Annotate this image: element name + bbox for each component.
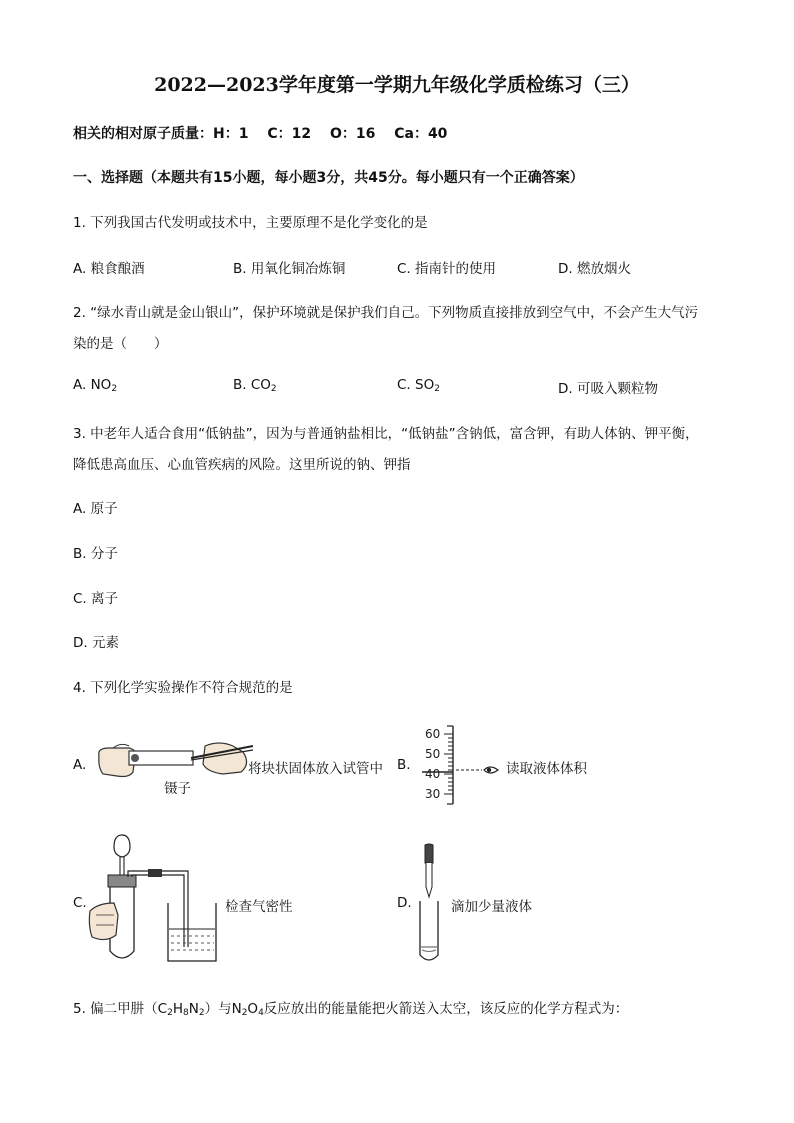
- scale-label-60: 60: [425, 727, 441, 741]
- question-2-stem-line2: 染的是（ ）: [73, 336, 168, 352]
- q1-option-a: A. 粮食酿酒: [73, 261, 145, 277]
- dropper-figure: [414, 843, 444, 965]
- q4-option-d-caption: 滴加少量液体: [451, 899, 532, 915]
- scale-label-40: 40: [425, 767, 441, 781]
- q4-option-b-letter: B.: [397, 757, 411, 773]
- q1-option-c: C. 指南针的使用: [397, 261, 497, 277]
- q3-option-d: D. 元素: [73, 635, 119, 651]
- q2-option-b: B. $CO_2$: [233, 377, 277, 394]
- q4-option-c-caption: 检查气密性: [225, 899, 293, 915]
- q2-option-a: A. $NO_2$: [73, 377, 118, 394]
- q4-option-a-caption: 将块状固体放入试管中: [248, 761, 383, 777]
- q4-option-c-letter: C.: [73, 895, 87, 911]
- question-3-stem-line2: 降低患高血压、心血管疾病的风险。这里所说的钠、钾指: [73, 457, 411, 473]
- q2-option-c: C. $SO_2$: [397, 377, 440, 394]
- scale-label-30: 30: [425, 787, 441, 801]
- q4-option-a-letter: A.: [73, 757, 87, 773]
- q3-option-c: C. 离子: [73, 591, 119, 607]
- q1-option-b: B. 用氧化铜冶炼铜: [233, 261, 346, 277]
- q4-option-b-caption: 读取液体体积: [506, 761, 587, 777]
- q1-option-d: D. 燃放烟火: [558, 261, 631, 277]
- question-5-stem: 5. 偏二甲肼$(C_2H_8N_2)$与$N_2O_4$反应放出的能量能把火箭送入太空，该反应的化学方程式为：: [73, 1001, 629, 1018]
- q4-option-d-letter: D.: [397, 895, 412, 911]
- tweezers-label: 镊子: [164, 781, 191, 797]
- question-4-stem: 4. 下列化学实验操作不符合规范的是: [73, 680, 293, 696]
- q3-option-b: B. 分子: [73, 546, 118, 562]
- airtightness-check-figure: [88, 833, 218, 968]
- scale-label-50: 50: [425, 747, 441, 761]
- q2-option-d: D. 可吸入颗粒物: [558, 381, 658, 397]
- graduated-cylinder-figure: [420, 722, 502, 808]
- q3-option-a: A. 原子: [73, 501, 118, 517]
- question-2-stem-line1: 2. “绿水青山就是金山银山”，保护环境就是保护我们自己。下列物质直接排放到空气中，不会产生大气污: [73, 305, 699, 321]
- atomic-masses: 相关的相对原子质量：H：1 C：12 O：16 Ca：40: [73, 126, 448, 142]
- page-title: 2022—2023学年度第一学期九年级化学质检练习（三）: [154, 74, 640, 96]
- section-heading: 一、选择题（本题共有15小题，每小题3分，共45分。每小题只有一个正确答案）: [73, 170, 584, 186]
- question-1-stem: 1. 下列我国古代发明或技术中，主要原理不是化学变化的是: [73, 215, 428, 231]
- question-3-stem-line1: 3. 中老年人适合食用“低钠盐”，因为与普通钠盐相比，“低钠盐”含钠低，富含钾，有助人体钠、钾平衡，: [73, 426, 699, 442]
